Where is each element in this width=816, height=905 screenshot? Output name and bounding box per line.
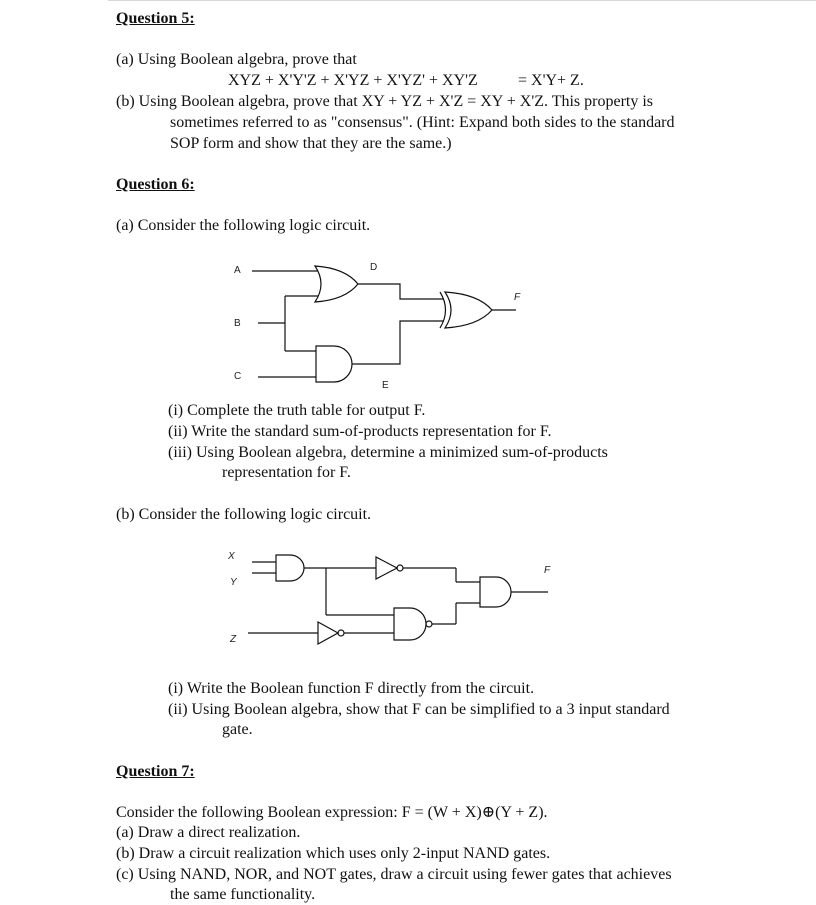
label-y: Y (230, 577, 237, 588)
q7-intro: Consider the following Boolean expression: F = (W + X)⊕(Y + Z). (116, 804, 548, 821)
label-f: F (514, 292, 521, 303)
q7-c-1: (c) Using NAND, NOR, and NOT gates, draw a circuit using fewer gates that achieves (116, 866, 672, 883)
q5-b-line2: sometimes referred to as "consensus". (Hint: Expand both sides to the standard (170, 114, 675, 131)
label-e: E (382, 380, 389, 391)
label-b: B (234, 318, 241, 329)
label-f-b: F (544, 565, 551, 576)
and-gate-xy (276, 555, 304, 581)
q6-a-i: (i) Complete the truth table for output F. (168, 402, 426, 419)
q6-a-ii: (ii) Write the standard sum-of-products representation for F. (168, 423, 552, 440)
q5-a-intro: (a) Using Boolean algebra, prove that (116, 51, 357, 68)
q5-b-line3: SOP form and show that they are the same.) (170, 135, 452, 152)
q6-b-i: (i) Write the Boolean function F directly from the circuit. (168, 680, 535, 697)
q5-b-line1: (b) Using Boolean algebra, prove that XY + YZ + X'Z = XY + X'Z. This property is (116, 93, 654, 110)
q6-b-intro: (b) Consider the following logic circuit. (116, 506, 372, 523)
q5-heading: Question 5: (116, 10, 195, 27)
q5-a-expr-lhs: XYZ + X'Y'Z + X'YZ + X'YZ' + XY'Z (228, 72, 478, 89)
not-gate-1 (376, 557, 397, 579)
label-z: Z (230, 634, 237, 645)
q6-b-ii-1: (ii) Using Boolean algebra, show that F can be simplified to a 3 input standard (168, 701, 670, 718)
q7-a: (a) Draw a direct realization. (116, 824, 301, 841)
q6-b-ii-2: gate. (222, 721, 253, 738)
label-c: C (234, 371, 242, 382)
q7-c-2: the same functionality. (170, 886, 316, 903)
q6-heading: Question 6: (116, 176, 195, 193)
nand-gate (394, 608, 426, 640)
not-gate-2 (318, 622, 338, 644)
and-gate-final (480, 577, 511, 607)
nand-gate-bubble (426, 621, 432, 627)
label-d: D (370, 262, 378, 273)
q7-heading: Question 7: (116, 763, 195, 780)
q7-b: (b) Draw a circuit realization which uses only 2-input NAND gates. (116, 845, 551, 862)
q5-a-expr-rhs: = X'Y+ Z. (518, 72, 584, 89)
q6-a-iii-1: (iii) Using Boolean algebra, determine a minimized sum-of-products (168, 444, 608, 461)
q6-a-intro: (a) Consider the following logic circuit. (116, 217, 371, 234)
label-x: X (228, 551, 235, 562)
q6-a-iii-2: representation for F. (222, 464, 351, 481)
label-a: A (234, 265, 241, 276)
